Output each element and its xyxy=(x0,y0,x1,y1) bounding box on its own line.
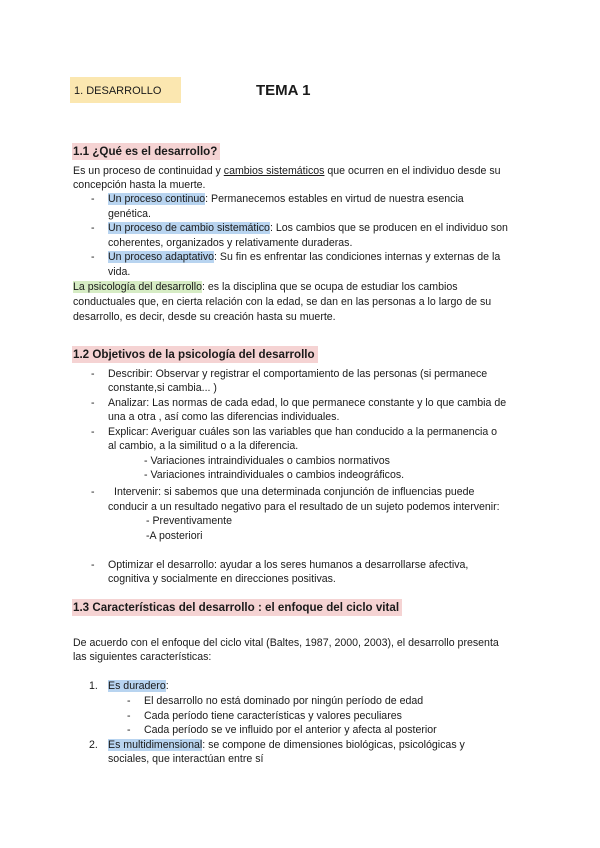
bullet-dash: - xyxy=(91,426,95,438)
s1-item-2-term: Un proceso de cambio sistemático xyxy=(108,222,270,234)
section-tag: 1. DESARROLLO xyxy=(74,85,162,97)
s1-item-3-term: Un proceso adaptativo xyxy=(108,251,215,263)
s2-explicar-sub-1: - Variaciones intraindividuales o cambios normativos xyxy=(144,455,390,467)
s2-analizar-line1: Analizar: Las normas de cada edad, lo que permanece constante y lo que cambia de xyxy=(108,397,507,409)
bullet-dash: - xyxy=(127,710,131,722)
s1-item-2-line2: coherentes, organizados y relativamente duraderas. xyxy=(108,237,353,249)
bullet-dash: - xyxy=(127,724,131,736)
s3-item-1-line xyxy=(108,679,169,694)
s2-intervenir-sub-2: -A posteriori xyxy=(146,530,203,542)
s1-intro-text-c: que ocurren en el individuo desde su xyxy=(324,165,501,177)
s1-item-3-line2: vida. xyxy=(108,266,131,278)
s1-item-1-term: Un proceso continuo xyxy=(108,193,206,205)
s3-item-1-sub-3: Cada período se ve influido por el anterior y afecta al posterior xyxy=(144,724,437,736)
s1-item-2-text: : Los cambios que se producen en el individuo son xyxy=(269,222,508,234)
s2-explicar-sub-2: - Variaciones intraindividuales o cambios indeográficos. xyxy=(144,469,405,481)
bullet-dash: - xyxy=(91,251,95,263)
section-heading-1-3: 1.3 Características del desarrollo : el enfoque del ciclo vital xyxy=(72,599,402,616)
s1-item-2-line1 xyxy=(108,221,508,236)
s1-definition-text: : es la disciplina que se ocupa de estudiar los cambios xyxy=(201,281,458,293)
s3-intro-line1: De acuerdo con el enfoque del ciclo vital (Baltes, 1987, 2000, 2003), el desarrollo presenta xyxy=(73,637,499,649)
s1-intro-line2: concepción hasta la muerte. xyxy=(73,179,206,191)
section-heading-1-1: 1.1 ¿Qué es el desarrollo? xyxy=(72,143,220,160)
s2-describir-line2: constante,si cambia... ) xyxy=(108,382,217,394)
s1-definition-line1 xyxy=(73,280,458,295)
s2-explicar-line1: Explicar: Averiguar cuáles son las variables que han conducido a la permanencia o xyxy=(108,426,498,438)
s1-definition-term: La psicología del desarrollo xyxy=(73,281,202,293)
s3-item-1-sub-2: Cada período tiene características y valores peculiares xyxy=(144,710,402,722)
s2-describir-line1: Describir: Observar y registrar el comportamiento de las personas (si permanece xyxy=(108,368,488,380)
s1-item-1-text: : Permanecemos estables en virtud de nuestra esencia xyxy=(205,193,464,205)
s3-item-2-line2: sociales, que interactúan entre sí xyxy=(108,753,264,765)
s1-intro-line1 xyxy=(73,164,501,179)
s1-item-3-text: : Su fin es enfrentar las condiciones internas y externas de la xyxy=(214,251,501,263)
s2-intervenir-line2: conducir a un resultado negativo para el resultado de un sujeto podemos intervenir: xyxy=(108,501,500,513)
s2-analizar-line2: una a otra , así como las diferencias individuales. xyxy=(108,411,340,423)
s1-item-3-line1 xyxy=(108,250,500,265)
bullet-dash: - xyxy=(91,368,95,380)
s3-item-2-term: Es multidimensional xyxy=(108,739,203,751)
s2-optimizar-line2: cognitiva y socialmente en direcciones positivas. xyxy=(108,573,336,585)
s1-definition-line3: desarrollo, es decir, desde su creación hasta su muerte. xyxy=(73,311,336,323)
s2-explicar-line2: al cambio, a la similitud o a la diferencia. xyxy=(108,440,299,452)
s2-intervenir-line1: Intervenir: si sabemos que una determinada conjunción de influencias puede xyxy=(114,486,475,498)
bullet-dash: - xyxy=(91,559,95,571)
s2-optimizar-line1: Optimizar el desarrollo: ayudar a los seres humanos a desarrollarse afectiva, xyxy=(108,559,469,571)
s1-item-1-line2: genética. xyxy=(108,208,151,220)
s3-item-2-text: : se compone de dimensiones biológicas, psicológicas y xyxy=(202,739,465,751)
s3-intro-line2: las siguientes características: xyxy=(73,651,212,663)
s3-item-1-colon: : xyxy=(165,680,169,692)
s2-intervenir-sub-1: - Preventivamente xyxy=(146,515,232,527)
s1-intro-text-a: Es un proceso de continuidad y xyxy=(73,165,224,177)
s3-item-1-term: Es duradero xyxy=(108,680,166,692)
bullet-dash: - xyxy=(91,193,95,205)
s1-definition-line2: conductuales que, en cierta relación con la edad, se dan en las personas a lo largo de su xyxy=(73,296,492,308)
section-heading-1-2: 1.2 Objetivos de la psicología del desarrollo xyxy=(72,346,318,363)
s3-item-1-sub-1: El desarrollo no está dominado por ningún período de edad xyxy=(144,695,424,707)
bullet-dash: - xyxy=(91,486,95,498)
page-title: TEMA 1 xyxy=(256,82,311,99)
bullet-dash: - xyxy=(127,695,131,707)
s1-intro-underlined: cambios sistemáticos xyxy=(223,165,325,177)
bullet-dash: - xyxy=(91,397,95,409)
list-number: 2. xyxy=(89,739,98,751)
list-number: 1. xyxy=(89,680,98,692)
s3-item-2-line1 xyxy=(108,738,465,753)
bullet-dash: - xyxy=(91,222,95,234)
s1-item-1-line1 xyxy=(108,192,464,207)
